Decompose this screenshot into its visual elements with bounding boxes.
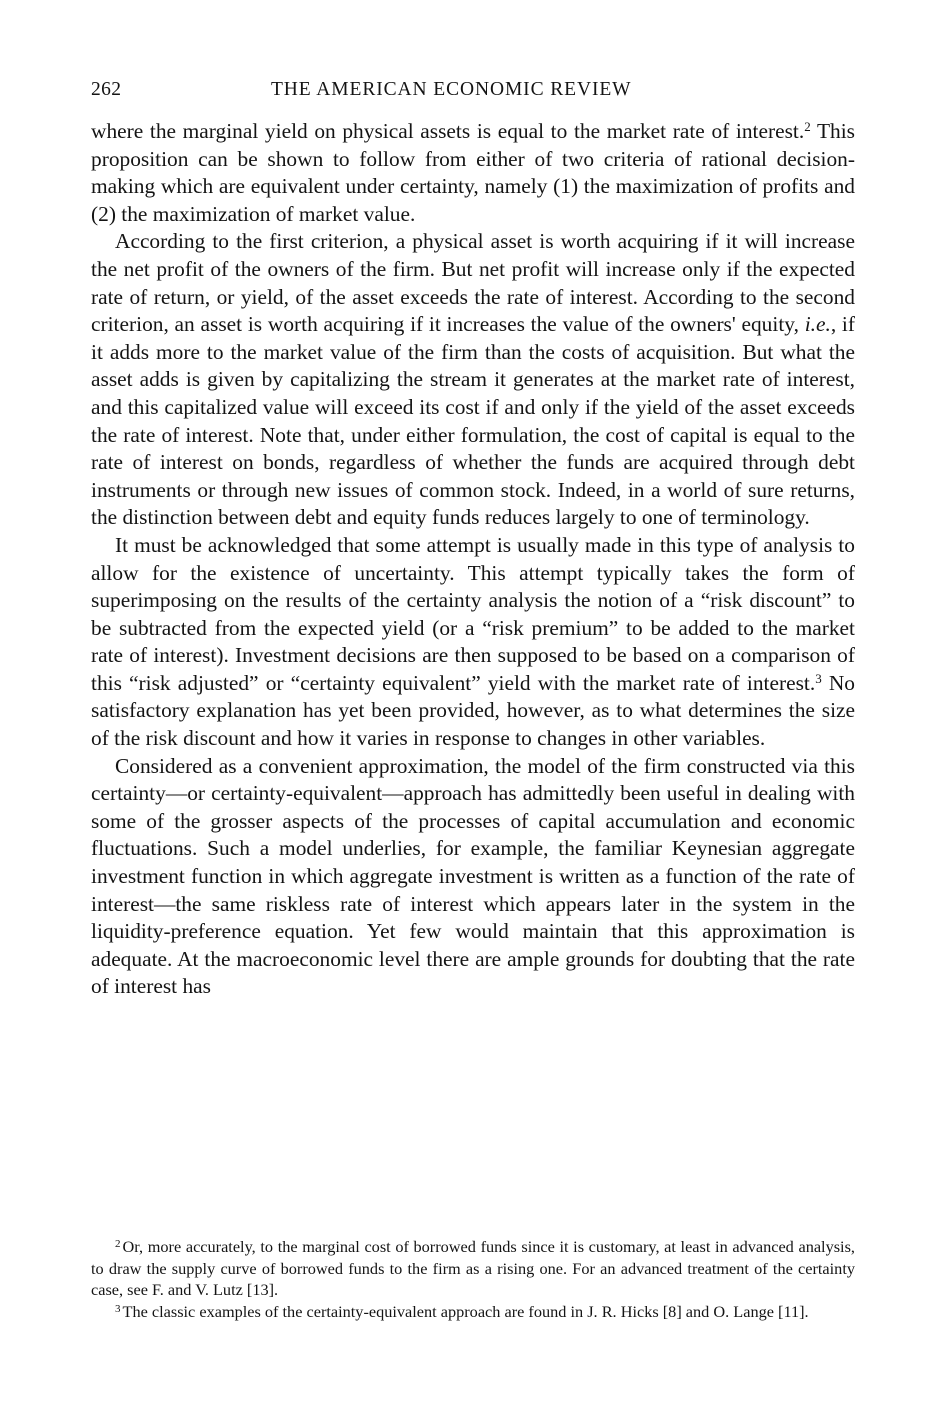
footnote-2-text: Or, more accurately, to the marginal cost of borrowed funds since it is customary, at least in advanced analysis, to draw the supply curve of borrowed funds to the firm as a rising one. For an advanced treatment of the certainty case, see F. and V. Lutz [13]. — [91, 1237, 855, 1299]
paragraph-2-emphasis: i.e. — [804, 312, 831, 337]
paragraph-3 — [91, 532, 855, 753]
paragraph-2-text-cont: , if it adds more to the market value of the firm than the costs of acquisition. But what the asset adds is given by capitalizing the stream it generates at the market rate of interest, and this capitalized value will exceed its cost if and only if the yield of the asset exceeds the rate of interest. Note that, under either formulation, the cost of capital is equal to the rate of interest on bonds, regardless of whether the funds are acquired through debt instruments or through new issues of common stock. Indeed, in a world of sure returns, the distinction between debt and equity funds reduces largely to one of terminology. — [91, 312, 855, 530]
running-head — [91, 74, 855, 106]
footnote-3 — [91, 1301, 855, 1323]
paragraph-3-text: It must be acknowledged that some attempt is usually made in this type of analysis to allow for the existence of uncertainty. This attempt typically takes the form of superimposing on the results of the certainty analysis the notion of a “risk discount” to be subtracted from the expected yield (or a “risk premium” to be added to the market rate of interest). Investment decisions are then supposed to be based on a comparison of this “risk adjusted” or “certainty equivalent” yield with the market rate of interest. — [91, 532, 855, 695]
page — [91, 74, 855, 1001]
paragraph-1-text: where the marginal yield on physical assets is equal to the market rate of interest. — [91, 119, 805, 143]
body-text — [91, 118, 855, 1001]
journal-title: THE AMERICAN ECONOMIC REVIEW — [271, 79, 632, 100]
footnote-2-mark: 2 — [115, 1238, 121, 1250]
paragraph-2-text: According to the first criterion, a physical asset is worth acquiring if it will increase the net profit of the owners of the firm. But net profit will increase only if the expected rate of return, or yield, of the asset exceeds the rate of interest. According to the second criterion, an asset is worth acquiring if it increases the value of the owners' equity, — [91, 229, 855, 337]
page-number: 262 — [91, 79, 122, 100]
footnote-ref-3: 3 — [815, 670, 822, 686]
paragraph-4-text: Considered as a convenient approximation, the model of the firm constructed via this certainty—or certainty-equivalent—approach has admittedly been useful in dealing with some of the grosser aspects of the processes of capital accumulation and economic fluctuations. Such a model underlies, for example, the familiar Keynesian aggregate investment function in which aggregate investment is written as a function of the rate of interest—the same riskless rate of interest which appears later in the system in the liquidity-preference equation. Yet few would maintain that this approximation is adequate. At the macroeconomic level there are ample grounds for doubting that the rate of interest has — [91, 753, 855, 999]
paragraph-1-text-cont: This proposition can be shown to follow from either of two criteria of rational decision-making which are equivalent under certainty, namely (1) the maximization of profits and (2) the maximization of market value. — [91, 119, 855, 226]
footnote-ref-2: 2 — [804, 119, 811, 134]
paragraph-3-text-cont: No satisfactory explanation has yet been provided, however, as to what determines the size of the risk discount and how it varies in response to changes in other variables. — [91, 670, 855, 751]
paragraph-1 — [91, 118, 855, 228]
footnote-3-text: The classic examples of the certainty-equivalent approach are found in J. R. Hicks [8] and O. Lange [11]. — [122, 1301, 809, 1321]
footnotes — [91, 1236, 855, 1322]
footnote-2 — [91, 1236, 855, 1301]
paragraph-4 — [91, 753, 855, 1001]
footnote-3-mark: 3 — [115, 1302, 121, 1315]
paragraph-2 — [91, 228, 855, 532]
